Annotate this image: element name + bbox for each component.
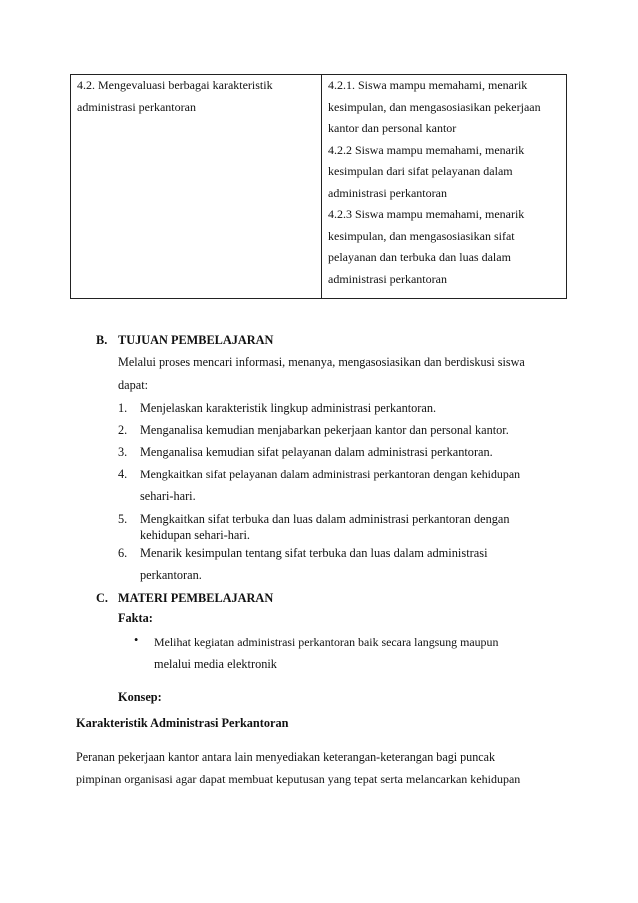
list-number: 5. xyxy=(118,512,128,526)
section-b-title: TUJUAN PEMBELAJARAN xyxy=(118,333,274,347)
ipk-line: kesimpulan dari sifat pelayanan dalam xyxy=(328,164,513,178)
list-item: Menarik kesimpulan tentang sifat terbuka dan luas dalam administrasi xyxy=(140,546,488,560)
ipk-line: 4.2.3 Siswa mampu memahami, menarik xyxy=(328,207,525,221)
bullet-icon: • xyxy=(134,633,139,647)
list-number: 3. xyxy=(118,445,128,459)
karakteristik-heading: Karakteristik Administrasi Perkantoran xyxy=(76,716,289,730)
list-item: perkantoran. xyxy=(140,568,202,582)
ipk-line: kesimpulan, dan mengasosiasikan pekerjaan xyxy=(328,99,541,114)
list-number: 6. xyxy=(118,546,128,560)
ipk-line: kantor dan personal kantor xyxy=(328,121,457,135)
paragraph-line: Peranan pekerjaan kantor antara lain menyediakan keterangan-keterangan bagi puncak xyxy=(76,750,496,764)
list-item: Menganalisa kemudian sifat pelayanan dalam administrasi perkantoran. xyxy=(140,445,493,459)
list-item: kehidupan sehari-hari. xyxy=(140,528,250,542)
section-b-letter: B. xyxy=(96,333,108,347)
paragraph-line: pimpinan organisasi agar dapat membuat keputusan yang tepat serta melancarkan kehidupan xyxy=(76,772,521,786)
ipk-cell xyxy=(322,75,567,299)
list-item: Menganalisa kemudian menjabarkan pekerjaan kantor dan personal kantor. xyxy=(140,423,509,437)
section-b-intro: Melalui proses mencari informasi, menanya, mengasosiasikan dan berdiskusi siswa xyxy=(118,355,525,369)
ipk-line: administrasi perkantoran xyxy=(328,185,447,200)
list-number: 4. xyxy=(118,467,128,481)
kd-line: 4.2. Mengevaluasi berbagai karakteristik xyxy=(77,78,273,92)
section-b-intro: dapat: xyxy=(118,378,149,392)
list-number: 2. xyxy=(118,423,128,437)
konsep-label: Konsep: xyxy=(118,690,162,704)
ipk-line: administrasi perkantoran xyxy=(328,271,447,286)
ipk-line: kesimpulan, dan mengasosiasikan sifat xyxy=(328,228,515,243)
table-row xyxy=(71,75,567,299)
list-item: Mengkaitkan sifat terbuka dan luas dalam administrasi perkantoran dengan xyxy=(140,512,510,526)
section-c-letter: C. xyxy=(96,591,108,605)
kd-line: administrasi perkantoran xyxy=(77,99,196,114)
list-item: sehari-hari. xyxy=(140,489,196,503)
ipk-line: 4.2.1. Siswa mampu memahami, menarik xyxy=(328,78,528,92)
fakta-label: Fakta: xyxy=(118,611,153,625)
fakta-text: melalui media elektronik xyxy=(154,657,277,671)
list-item: Menjelaskan karakteristik lingkup administrasi perkantoran. xyxy=(140,401,437,415)
ipk-line: pelayanan dan terbuka dan luas dalam xyxy=(328,250,511,264)
kd-cell xyxy=(71,75,322,299)
ipk-line: 4.2.2 Siswa mampu memahami, menarik xyxy=(328,142,525,157)
kd-ipk-table xyxy=(70,74,567,299)
list-item: Mengkaitkan sifat pelayanan dalam administrasi perkantoran dengan kehidupan xyxy=(140,467,521,481)
section-c-title: MATERI PEMBELAJARAN xyxy=(118,591,274,605)
list-number: 1. xyxy=(118,401,128,415)
fakta-text: Melihat kegiatan administrasi perkantoran baik secara langsung maupun xyxy=(154,635,499,649)
